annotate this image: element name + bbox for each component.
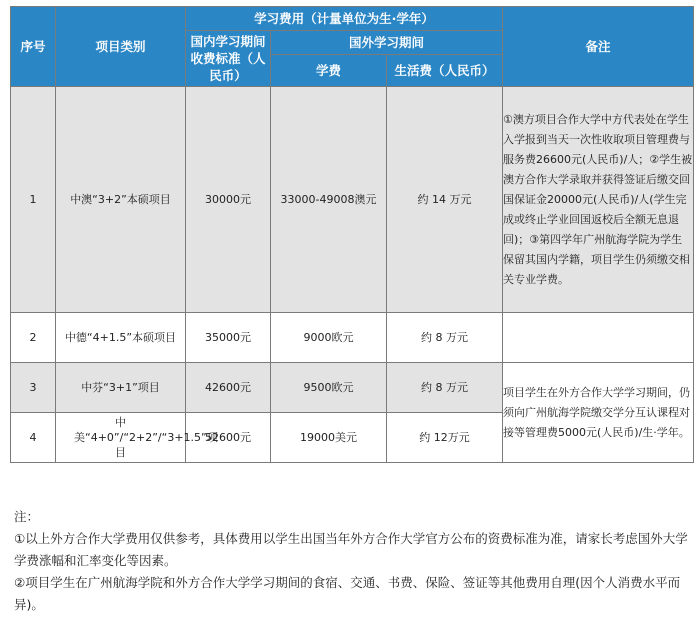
row-tuition: 9000欧元 (271, 313, 387, 363)
row-remarks (503, 313, 694, 363)
row-seq: 4 (11, 413, 56, 463)
row-tuition: 33000-49008澳元 (271, 87, 387, 313)
row-domestic-fee: 42600元 (186, 363, 271, 413)
row-category: 中美“4+0”/“2+2”/“3+1.5”项目 (56, 413, 186, 463)
header-remarks: 备注 (503, 7, 694, 87)
row-category: 中芬“3+1”项目 (56, 363, 186, 413)
table-row (11, 87, 694, 313)
row-seq: 2 (11, 313, 56, 363)
table-row (11, 363, 694, 413)
table-row (11, 313, 694, 363)
row-tuition: 19000美元 (271, 413, 387, 463)
header-tuition: 学费 (271, 55, 387, 87)
row-domestic-fee: 35000元 (186, 313, 271, 363)
header-seq: 序号 (11, 7, 56, 87)
header-fees-group: 学习费用（计量单位为生·学年） (186, 7, 503, 31)
row-living: 约 14 万元 (387, 87, 503, 313)
notes-section (14, 506, 690, 616)
header-domestic-fee: 国内学习期间收费标准（人民币） (186, 31, 271, 87)
notes-title: 注： (14, 509, 40, 524)
row-seq: 3 (11, 363, 56, 413)
note-item: ②项目学生在广州航海学院和外方合作大学学习期间的食宿、交通、书费、保险、签证等其他费用自理(因个人消费水平而异)。 (14, 575, 681, 612)
row-living: 约 8 万元 (387, 313, 503, 363)
row-tuition: 9500欧元 (271, 363, 387, 413)
row-remarks: ①澳方项目合作大学中方代表处在学生入学报到当天一次性收取项目管理费与服务费26600元(人民币)/人；②学生被澳方合作大学录取并获得签证后缴交回国保证金20000元(人民币)/人(学生完成或终止学业回国返校后全额无息退回)；③第四学年广州航海学院为学生保留其国内学籍，项目学生仍须缴交相关专业学费。 (503, 87, 694, 313)
row-seq: 1 (11, 87, 56, 313)
header-category: 项目类别 (56, 7, 186, 87)
fees-table (10, 6, 694, 463)
row-category: 中澳“3+2”本硕项目 (56, 87, 186, 313)
note-item: ①以上外方合作大学费用仅供参考，具体费用以学生出国当年外方合作大学官方公布的资费标准为准，请家长考虑国外大学学费涨幅和汇率变化等因素。 (14, 531, 688, 568)
header-living: 生活费（人民币） (387, 55, 503, 87)
header-abroad-group: 国外学习期间 (271, 31, 503, 55)
row-domestic-fee: 52600元 (186, 413, 271, 463)
row-domestic-fee: 30000元 (186, 87, 271, 313)
row-category: 中德“4+1.5”本硕项目 (56, 313, 186, 363)
row-living: 约 12万元 (387, 413, 503, 463)
shared-remarks: 项目学生在外方合作大学学习期间，仍须向广州航海学院缴交学分互认课程对接等管理费5000元(人民币)/生·学年。 (503, 363, 694, 463)
row-living: 约 8 万元 (387, 363, 503, 413)
